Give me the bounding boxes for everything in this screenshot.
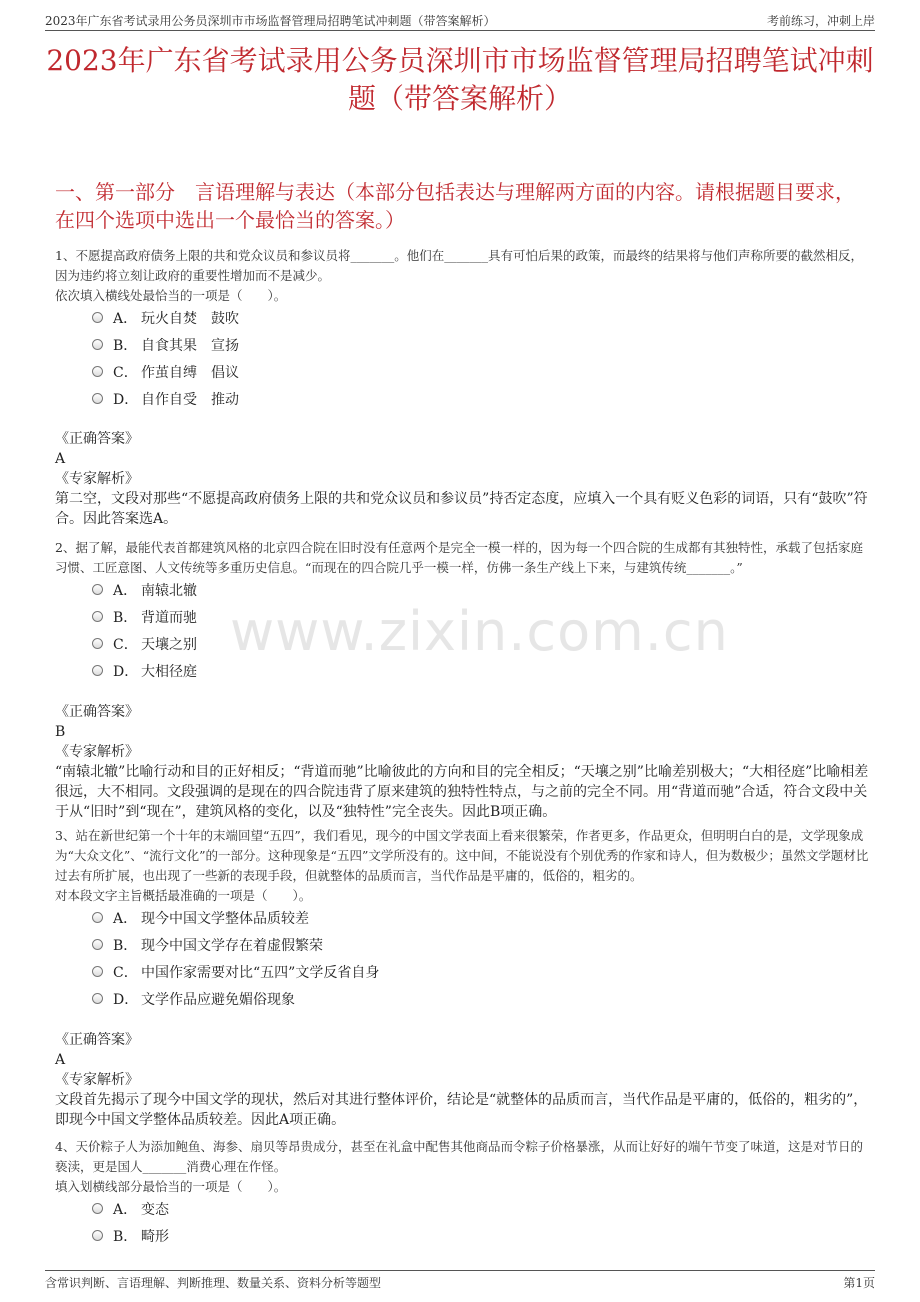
analysis-text: 文段首先揭示了现今中国文学的现状，然后对其进行整体评价，结论是“就整体的品质而言，当代作品是平庸的，低俗的，粗劣的”，即现今中国文学整体品质较差。因此A项正确。 [55, 1092, 868, 1128]
option-d[interactable]: D． 文学作品应避免媚俗现象 [92, 985, 379, 1012]
answer-label: 《正确答案》 [55, 431, 139, 447]
answer-value: A [55, 451, 66, 467]
page-footer [45, 1270, 875, 1291]
document-title: 2023年广东省考试录用公务员深圳市市场监督管理局招聘笔试冲刺题（带答案解析） [46, 44, 874, 115]
question-3 [55, 826, 870, 906]
radio-icon[interactable] [92, 939, 103, 950]
question-stem: 2、据了解，最能代表首都建筑风格的北京四合院在旧时没有任意两个是完全一模一样的，因为每一个四合院的生成都有其独特性，承载了包括家庭习惯、工匠意图、人文传统等多重历史信息。“而现在的四合院几乎一模一样，仿佛一条生产线上下来，与建筑传统_______。” [55, 540, 863, 575]
page-header [45, 10, 875, 31]
analysis-label: 《专家解析》 [55, 744, 139, 760]
radio-icon[interactable] [92, 966, 103, 977]
option-a[interactable]: A． 现今中国文学整体品质较差 [92, 904, 379, 931]
analysis-text: “南辕北辙”比喻行动和目的正好相反；“背道而驰”比喻彼此的方向和目的完全相反；“天壤之别”比喻差别极大；“大相径庭”比喻相差很远，大不相同。文段强调的是现在的四合院违背了原来建筑的独特性特点，与之前的完全不同。用“背道而驰”合适，符合文段中关于从“旧时”到“现在”，建筑风格的变化，以及“独特性”完全丧失。因此B项正确。 [55, 764, 869, 820]
page-number: 第1页 [843, 1276, 875, 1290]
question-prompt: 填入划横线部分最恰当的一项是（ ）。 [55, 1179, 287, 1194]
question-stem: 3、站在新世纪第一个十年的末端回望“五四”，我们看见，现今的中国文学表面上看来很繁荣，作者更多，作品更众，但明明白白的是，文学现象成为“大众文化”、“流行文化”的一部分。这种现象是“五四”文学所没有的。这中间，不能说没有个别优秀的作家和诗人，但为数极少；虽然文学题材比过去有所扩展，也出现了一些新的表现手段，但就整体的品质而言，当代作品是平庸的，低俗的，粗劣的。 [55, 828, 869, 883]
answer-value: A [55, 1052, 66, 1068]
option-a[interactable]: A． 变态 [92, 1195, 169, 1222]
question-prompt: 依次填入横线处最恰当的一项是（ ）。 [55, 288, 287, 303]
option-d[interactable]: D． 自作自受 推动 [92, 385, 239, 412]
question-1 [55, 246, 870, 306]
answer-label: 《正确答案》 [55, 1032, 139, 1048]
radio-icon[interactable] [92, 366, 103, 377]
analysis-text: 第二空，文段对那些“不愿提高政府债务上限的共和党众议员和参议员”持否定态度，应填入一个具有贬义色彩的词语，只有“鼓吹”符合。因此答案选A。 [55, 491, 868, 527]
option-a[interactable]: A． 南辕北辙 [92, 576, 197, 603]
analysis-label: 《专家解析》 [55, 1072, 139, 1088]
footer-topics: 含常识判断、言语理解、判断推理、数量关系、资料分析等题型 [45, 1276, 382, 1290]
option-c[interactable]: C． 作茧自缚 倡议 [92, 358, 239, 385]
radio-icon[interactable] [92, 638, 103, 649]
section-heading: 一、第一部分 言语理解与表达（本部分包括表达与理解两方面的内容。请根据题目要求，在四个选项中选出一个最恰当的答案。） [55, 180, 855, 232]
header-doc-title: 2023年广东省考试录用公务员深圳市市场监督管理局招聘笔试冲刺题（带答案解析） [45, 14, 496, 28]
question-4 [55, 1137, 870, 1197]
answer-block-q2 [55, 702, 870, 822]
options-q1 [92, 304, 239, 412]
radio-icon[interactable] [92, 1203, 103, 1214]
question-2 [55, 538, 870, 578]
radio-icon[interactable] [92, 912, 103, 923]
option-c[interactable]: C． 天壤之别 [92, 630, 197, 657]
radio-icon[interactable] [92, 611, 103, 622]
radio-icon[interactable] [92, 339, 103, 350]
options-q3 [92, 904, 379, 1012]
options-q2 [92, 576, 197, 684]
radio-icon[interactable] [92, 393, 103, 404]
radio-icon[interactable] [92, 1230, 103, 1241]
question-stem: 4、天价粽子人为添加鲍鱼、海参、扇贝等昂贵成分，甚至在礼盒中配售其他商品而令粽子价格暴涨，从而让好好的端午节变了味道，这是对节日的亵渎，更是国人_______消费心理在作怪。 [55, 1139, 863, 1174]
header-slogan: 考前练习，冲刺上岸 [766, 14, 875, 28]
option-b[interactable]: B． 现今中国文学存在着虚假繁荣 [92, 931, 379, 958]
option-a[interactable]: A． 玩火自焚 鼓吹 [92, 304, 239, 331]
answer-block-q3 [55, 1030, 870, 1130]
question-prompt: 对本段文字主旨概括最准确的一项是（ ）。 [55, 888, 312, 903]
radio-icon[interactable] [92, 584, 103, 595]
option-b[interactable]: B． 背道而驰 [92, 603, 197, 630]
option-b[interactable]: B． 自食其果 宣扬 [92, 331, 239, 358]
radio-icon[interactable] [92, 993, 103, 1004]
option-c[interactable]: C． 中国作家需要对比“五四”文学反省自身 [92, 958, 379, 985]
question-stem: 1、不愿提高政府债务上限的共和党众议员和参议员将_______。他们在_______具有可怕后果的政策，而最终的结果将与他们声称所要的截然相反，因为违约将立刻让政府的重要性增加而不是减少。 [55, 248, 863, 283]
radio-icon[interactable] [92, 312, 103, 323]
options-q4 [92, 1195, 169, 1249]
answer-value: B [55, 724, 66, 740]
option-b[interactable]: B． 畸形 [92, 1222, 169, 1249]
radio-icon[interactable] [92, 665, 103, 676]
watermark: www.zixin.com.cn [230, 600, 729, 663]
analysis-label: 《专家解析》 [55, 471, 139, 487]
answer-label: 《正确答案》 [55, 704, 139, 720]
option-d[interactable]: D． 大相径庭 [92, 657, 197, 684]
answer-block-q1 [55, 429, 870, 529]
